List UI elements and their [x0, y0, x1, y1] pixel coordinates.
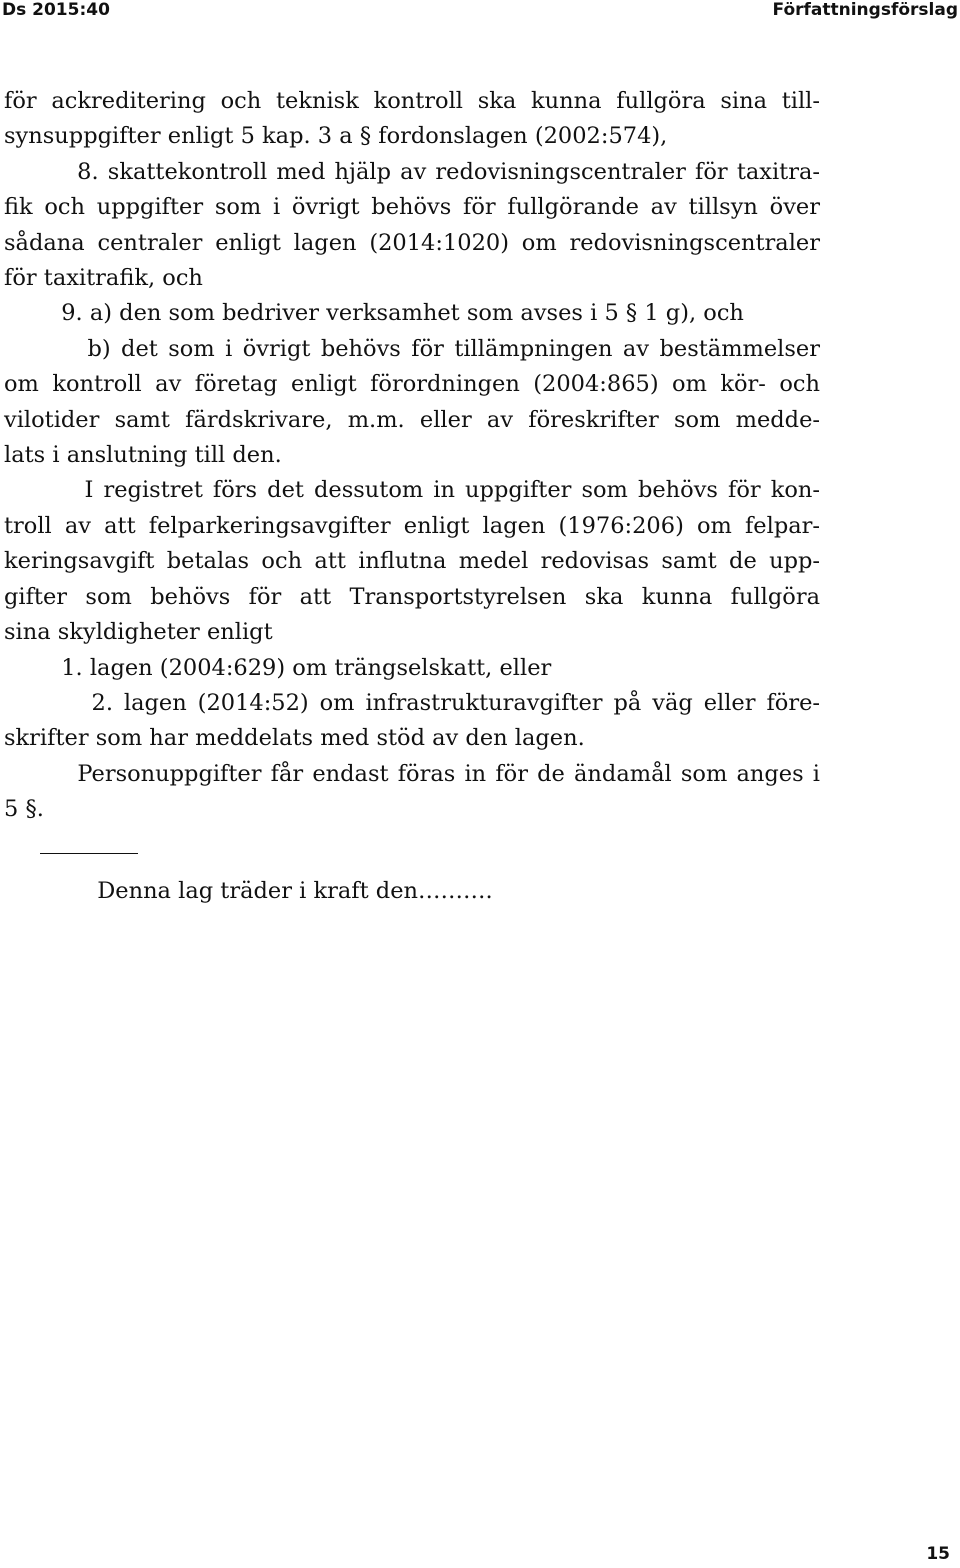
- text-line: 2. lagen (2014:52) om infrastrukturavgifter på väg eller före-: [4, 689, 820, 716]
- text-line: 1. lagen (2004:629) om trängselskatt, eller: [4, 654, 552, 681]
- text-line: b) det som i övrigt behövs för tillämpningen av bestämmelser: [4, 335, 820, 362]
- text-line: gifter som behövs för att Transportstyrelsen ska kunna fullgöra: [4, 583, 820, 610]
- text-line: för ackreditering och teknisk kontroll ska kunna fullgöra sina till-: [4, 88, 820, 114]
- document-id: Ds 2015:40: [2, 0, 110, 20]
- section-title: Författningsförslag: [772, 0, 958, 20]
- text-line: troll av att felparkeringsavgifter enligt lagen (1976:206) om felpar-: [4, 512, 820, 539]
- text-line: skrifter som har meddelats med stöd av den lagen.: [4, 725, 585, 752]
- text-line: sina skyldigheter enligt: [4, 619, 273, 646]
- page-header: [0, 0, 960, 22]
- entry-into-force-text: Denna lag träder i kraft den……….: [40, 878, 493, 904]
- page-number: 15: [926, 1544, 950, 1564]
- text-line: för taxitrafik, och: [4, 265, 203, 292]
- text-line: keringsavgift betalas och att influtna medel redovisas samt de upp-: [4, 548, 820, 575]
- text-line: synsuppgifter enligt 5 kap. 3 a § fordonslagen (2002:574),: [4, 123, 668, 150]
- text-line: sådana centraler enligt lagen (2014:1020) om redovisningscentraler: [4, 229, 820, 256]
- text-line: lats i anslutning till den.: [4, 442, 282, 469]
- text-line: 9. a) den som bedriver verksamhet som avses i 5 § 1 g), och: [4, 300, 744, 327]
- statute-text: [4, 84, 820, 828]
- text-line: om kontroll av företag enligt förordningen (2004:865) om kör- och: [4, 371, 820, 398]
- text-line: Personuppgifter får endast föras in för de ändamål som anges i: [4, 760, 820, 787]
- text-line: fik och uppgifter som i övrigt behövs för fullgörande av tillsyn över: [4, 194, 820, 221]
- text-line: 8. skattekontroll med hjälp av redovisningscentraler för taxitra-: [4, 158, 820, 185]
- text-line: 5 §.: [4, 796, 44, 823]
- separator-rule: [40, 853, 138, 854]
- text-line: vilotider samt färdskrivare, m.m. eller av föreskrifter som medde-: [4, 406, 820, 433]
- text-line: I registret förs det dessutom in uppgifter som behövs för kon-: [4, 477, 820, 504]
